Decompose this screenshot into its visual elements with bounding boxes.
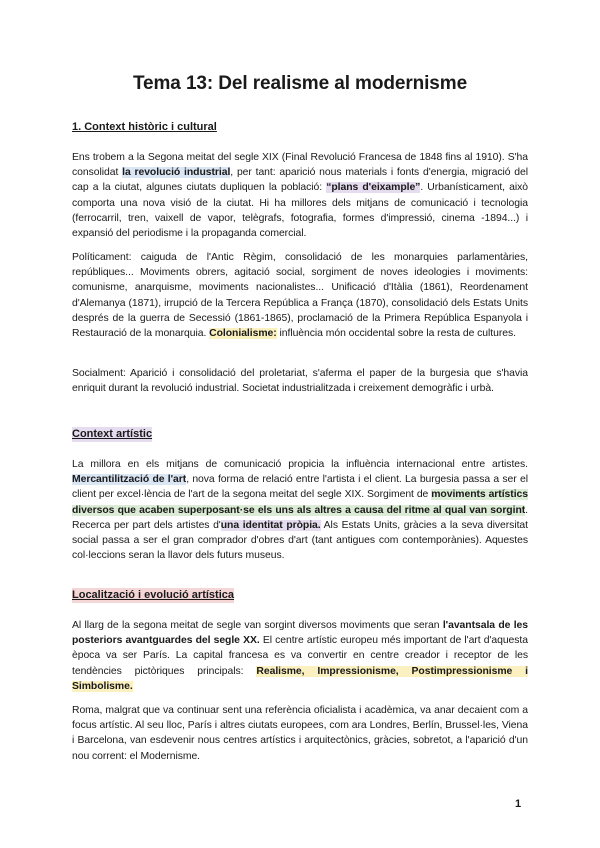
highlight-movements-list: Realisme, Impressionisme, Postimpressionisme i Simbolisme.: [72, 665, 529, 692]
section-heading-localization: Localització i evolució artística: [72, 589, 234, 601]
text-run: El centre artístic europeu més important de l'art d'aquesta època va ser París. La capital francesa es va convertir en centre creador i receptor de les tendències pictòriques principals:: [72, 635, 528, 677]
paragraph-political-context: [72, 250, 528, 341]
text-run: , per tant: aparició nous materials i fonts d'energia, migració del cap a la ciutat, algunes ciutats dupliquen la població:: [72, 167, 528, 194]
highlight-diverse-movements: moviments artístics diversos que acaben superposant·se els uns als altres a causa del ritme al qual van sorgint: [72, 489, 528, 516]
highlight-commodification: Mercantilització de l'art: [72, 474, 187, 486]
paragraph-localization: [72, 618, 528, 694]
section-heading-artistic-context: Context artístic: [72, 428, 153, 440]
page-number: 1: [515, 798, 522, 810]
paragraph-modernism: Roma, malgrat que va continuar sent una referència oficialista i acadèmica, va anar decaient com a focus artístic. Al seu lloc, París i altres ciutats europees, com ara Londres, Berlín, Brussel·les, Viena i Barcelona, van esdevenir nous centres artístics i arquitectònics, gràcies, sobretot, a l'aparició d'un nou corrent: el Modernisme.: [72, 705, 528, 762]
text-run: influència món occidental sobre la resta de cultures.: [276, 328, 516, 340]
paragraph-artistic-context: [72, 457, 528, 563]
text-run: Ens trobem a la Segona meitat del segle XIX (Final Revolució Francesa de 1848 fins al 1910). S'ha consolidat: [72, 152, 528, 179]
highlight-plans-eixample: “plans d'eixample”: [326, 182, 421, 194]
bold-avant-garde: l'avantsala de les posteriors avantguardes del segle XX.: [72, 620, 528, 647]
text-run: La millora en els mitjans de comunicació propicia la influència internacional entre artistes.: [72, 459, 528, 470]
text-run: Políticament: caiguda de l'Antic Règim, consolidació de les monarquies parlamentàries, repúbliques... Moviments obrers, agitació social, sorgiment de noves ideologies i moviments: comunisme, anarquisme, moviments nacionalistes... Unificació d'Itàlia (1861), Reordenament d'Alemanya (1871), irrupció de la Tercera República a França (1870), consolidació dels Estats Units després de la guerra de Secessió (1861-1865), proclamació de la Primera República Espanyola i Restauració de la monarquia.: [72, 252, 528, 340]
text-run: . Recerca per part dels artistes d': [72, 504, 528, 531]
paragraph-social-context: Socialment: Aparició i consolidació del proletariat, s'aferma el paper de la burgesia que s'havia enriquit durant la revolució industrial. Societat industrialitzada i creixement demogràfic i urbà.: [72, 368, 528, 395]
highlight-own-identity: una identitat pròpia.: [220, 519, 321, 531]
text-run: Als Estats Units, gràcies a la seva diversitat social passa a ser el gran comprador d'obres d'art (tant antigues com contemporànies). Aquestes col·leccions seran la llavor dels futurs museus.: [72, 519, 528, 562]
highlight-colonialism: Colonialisme:: [209, 328, 277, 340]
section-heading-context: 1. Context històric i cultural: [72, 121, 217, 133]
text-run: . Urbanísticament, això comporta una nova visió de la ciutat. Hi ha millores dels mitjans de comunicació i tecnologia (ferrocarril, tren, vaixell de vapor, telègrafs, fotografia, formes d'impressió, cinema -1894...) i expansió del periodisme i la propaganda comercial.: [72, 182, 528, 240]
text-run: Al llarg de la segona meitat de segle van sorgint diversos moviments que seran: [72, 620, 443, 631]
highlight-industrial-revolution: la revolució industrial: [122, 167, 231, 179]
page-title: Tema 13: Del realisme al modernisme: [132, 73, 468, 94]
text-run: , nova forma de relació entre l'artista i el client. La burgesia passa a ser el client per excel·lència de l'art de la segona meitat del segle XIX. Sorgiment de: [72, 474, 528, 501]
paragraph-historical-context: [72, 150, 528, 241]
